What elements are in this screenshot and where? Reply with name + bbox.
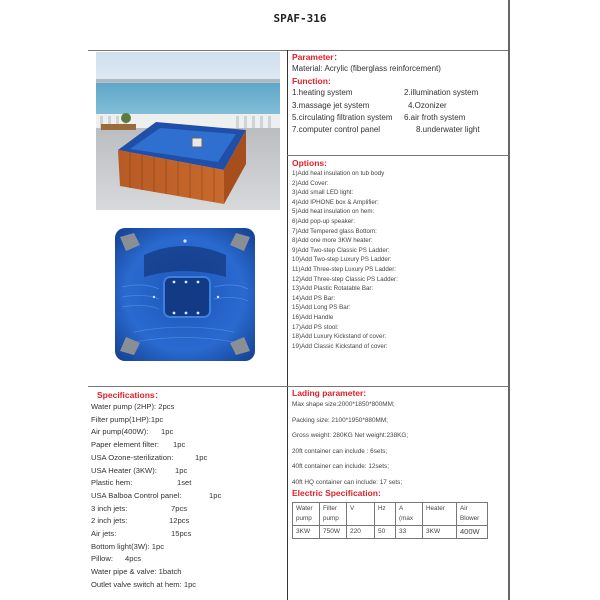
specification-item (91, 414, 285, 427)
function-item: 8.underwater light (416, 125, 480, 135)
option-item: 3)Add small LED light: (292, 189, 354, 197)
electric-value-cell: 33 (396, 526, 423, 539)
specification-value: 4pcs (125, 554, 142, 564)
electric-header-cell: Hz (375, 503, 396, 526)
lading-item: 40ft HQ container can include: 17 sets; (292, 478, 403, 486)
option-item: 8)Add one more 3KW heater: (292, 237, 373, 245)
lading-item: Packing size: 2100*1950*880MM; (292, 416, 388, 424)
option-item: 11)Add Three-step Luxury PS Ladder: (292, 265, 396, 273)
electric-header-cell: Water pump (293, 503, 320, 526)
divider-bottom-sections (88, 386, 509, 387)
electric-header-cell: Filter pump (320, 503, 347, 526)
electric-value-cell: 3KW (423, 526, 457, 539)
specification-label: Pillow: (91, 554, 113, 564)
option-item: 19)Add Classic Kickstand of cover: (292, 342, 388, 350)
specification-item (91, 465, 285, 478)
specification-value: 15pcs (171, 529, 192, 539)
specification-item (91, 490, 285, 503)
option-item: 2)Add Cover: (292, 179, 329, 187)
option-item: 18)Add Luxury Kickstand of cover: (292, 333, 387, 341)
option-item: 9)Add Two-step Classic PS Ladder: (292, 246, 390, 254)
function-heading: Function: (292, 76, 331, 87)
divider-middle (287, 50, 288, 600)
electric-value-cell: 3KW (293, 526, 320, 539)
options-section (292, 158, 506, 351)
parameter-heading: Parameter： (292, 52, 343, 62)
specification-value: 1pc (173, 440, 186, 450)
electric-header-row (293, 503, 488, 526)
electric-value-cell: 50 (375, 526, 396, 539)
specification-value: 1set (177, 478, 192, 488)
specification-value: 1pc (209, 490, 222, 500)
specification-value: 1pc (195, 452, 208, 462)
option-item: 17)Add PS stool: (292, 323, 339, 331)
specification-item (91, 566, 285, 579)
specification-label: Water pipe & valve: 1batch (91, 567, 182, 577)
option-item: 4)Add IPHONE box & Amplifier: (292, 198, 379, 206)
option-item: 12)Add Three-step Classic PS Ladder: (292, 275, 398, 283)
electric-table (292, 502, 488, 539)
specification-item (91, 401, 285, 414)
function-item: 3.massage jet system (292, 100, 370, 110)
specification-label: Plastic hem: (91, 478, 133, 488)
specification-label: 2 inch jets: (91, 516, 128, 526)
specification-label: Air pump(400W): (91, 427, 149, 437)
options-heading: Options: (292, 158, 327, 168)
specification-item (91, 528, 285, 541)
specification-item (91, 439, 285, 452)
option-item: 10)Add Two-step Luxury PS Ladder: (292, 256, 392, 264)
specification-item (91, 503, 285, 516)
function-item: 5.circulating filtration system (292, 112, 393, 122)
specification-label: 3 inch jets: (91, 503, 128, 513)
divider-top (88, 50, 509, 51)
specification-value: 1pc (161, 427, 174, 437)
option-item: 6)Add pop-up speaker: (292, 217, 355, 225)
specification-label: USA Balboa Control panel: (91, 490, 182, 500)
option-item: 16)Add Handle (292, 313, 334, 321)
option-item: 5)Add heat insulation on hem: (292, 208, 375, 216)
option-item: 15)Add Long PS Bar: (292, 304, 351, 312)
parameter-section (292, 52, 506, 136)
electric-header-cell: V (347, 503, 375, 526)
specification-label: Filter pump(1HP):1pc (91, 414, 164, 424)
lading-list (292, 397, 506, 491)
electric-value-cell: 750W (320, 526, 347, 539)
specification-item (91, 579, 285, 592)
product-title: SPAF-316 (273, 12, 327, 25)
function-list (292, 87, 506, 136)
specification-label: USA Heater (3KW): (91, 465, 157, 475)
specification-label: Air jets: (91, 529, 117, 539)
lading-item: Gross weight: 280KG Net weight:238KG; (292, 432, 409, 440)
lading-section (292, 388, 506, 491)
specification-value: 7pcs (171, 503, 188, 513)
lading-heading: Lading parameter: (292, 388, 367, 398)
electric-header-cell: Air Blower (457, 503, 488, 526)
electric-section (292, 488, 506, 539)
electric-header-cell: A (max (396, 503, 423, 526)
hot-tub-terrace-photo (96, 52, 280, 210)
specifications-heading: Specifications： (97, 390, 164, 400)
specification-item (91, 553, 285, 566)
specification-item (91, 426, 285, 439)
electric-header-cell: Heater (423, 503, 457, 526)
specification-item (91, 541, 285, 554)
electric-heading: Electric Specification: (292, 488, 381, 498)
specification-label: Bottom light(3W): 1pc (91, 541, 165, 551)
function-item: 6.air froth system (404, 112, 466, 122)
specifications-section (91, 389, 285, 592)
specification-label: Water pump (2HP): 2pcs (91, 402, 175, 411)
specification-label: USA Ozone-sterilization: (91, 452, 174, 462)
specification-value: 1pc (175, 465, 188, 475)
specification-item (91, 452, 285, 465)
specification-value: 12pcs (169, 516, 190, 526)
function-item: 2.illumination system (404, 88, 479, 98)
function-item: 7.computer control panel (292, 125, 381, 135)
lading-item: 20ft container can include : 6sets; (292, 447, 388, 455)
lading-item: Max shape size:2000*1850*800MM; (292, 401, 395, 408)
divider-options (287, 155, 509, 156)
options-list (292, 169, 506, 351)
electric-value-cell: 220 (347, 526, 375, 539)
specification-label: Outlet valve switch at hem: 1pc (91, 579, 197, 589)
lading-item: 40ft container can include: 12sets; (292, 463, 389, 471)
material-text: Material: Acrylic (fiberglass reinforcement) (292, 64, 441, 73)
option-item: 1)Add heat insulation on tub body (292, 170, 385, 177)
electric-value-row (293, 526, 488, 539)
hot-tub-top-view-photo (114, 227, 256, 362)
electric-value-cell: 400W (457, 526, 488, 539)
option-item: 7)Add Tempered glass Bottom: (292, 227, 377, 235)
specification-item (91, 477, 285, 490)
specifications-list (91, 401, 285, 592)
function-item: 4.Ozonizer (408, 100, 447, 110)
function-item: 1.heating system (292, 88, 353, 98)
specification-item (91, 515, 285, 528)
option-item: 13)Add Plastic Rotatable Bar: (292, 285, 374, 293)
option-item: 14)Add PS Bar: (292, 294, 335, 302)
specification-label: Paper element filter: (91, 440, 159, 450)
